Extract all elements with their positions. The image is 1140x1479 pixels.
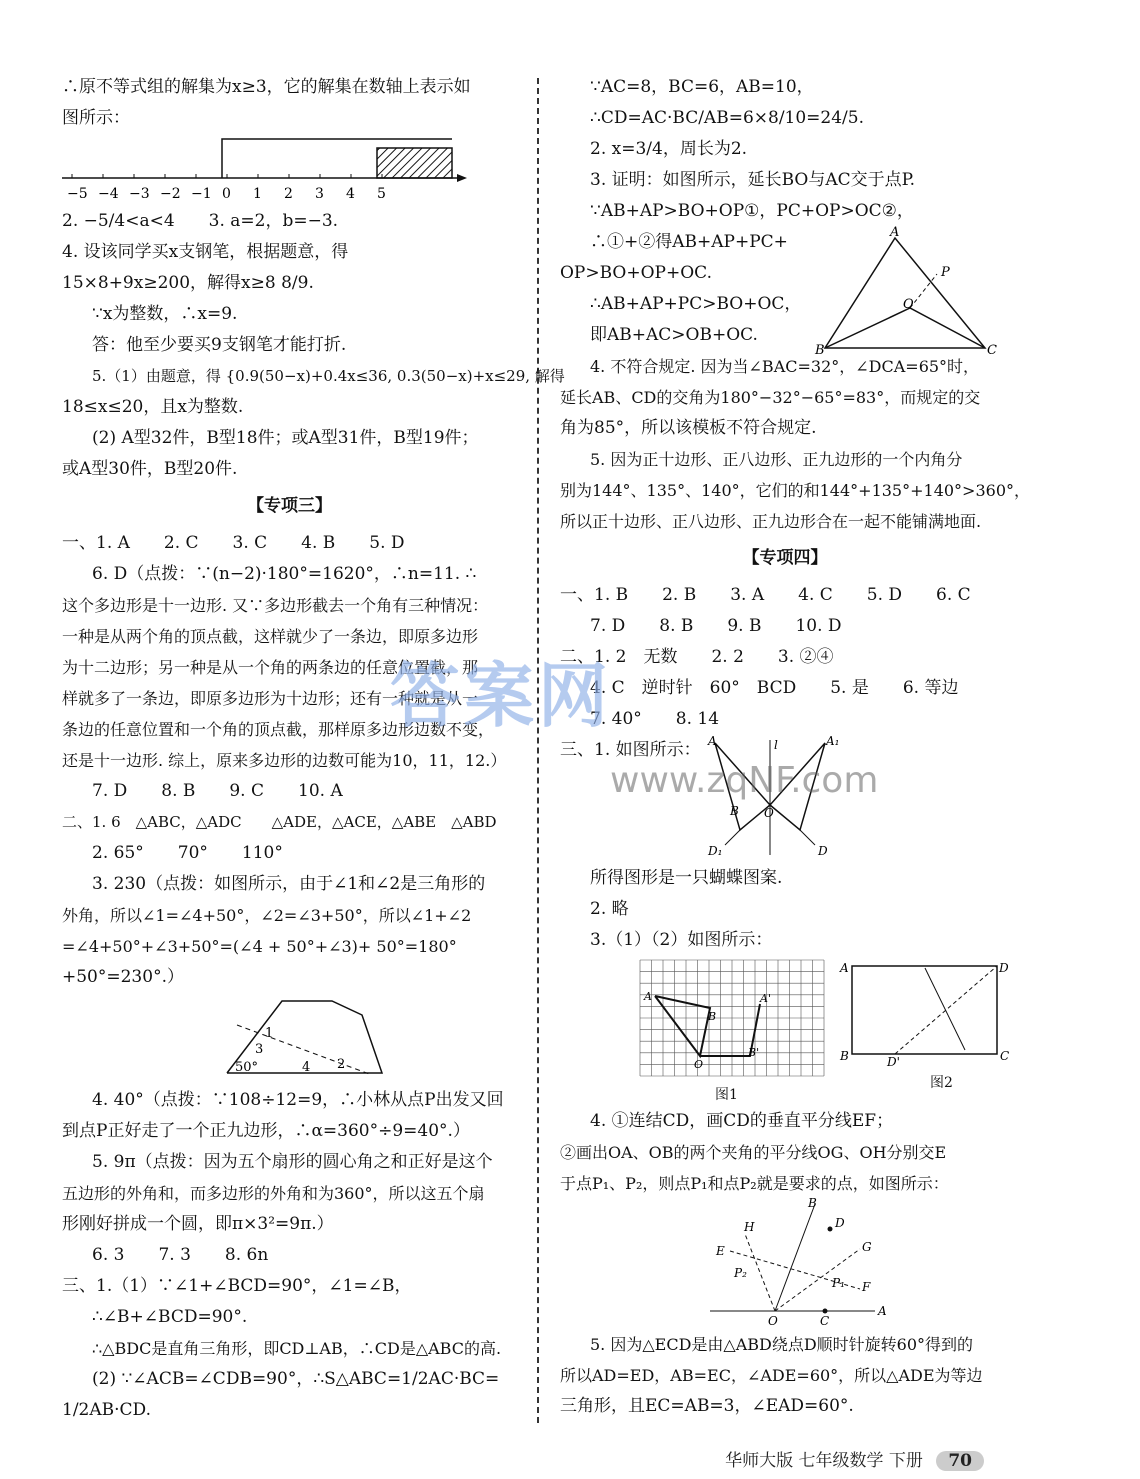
svg-text:A₁: A₁ [826,734,840,748]
text-line: 3. 证明：如图所示，延长BO与AC交于点P. [590,170,916,190]
svg-text:C: C [1000,1049,1010,1063]
text-line: 3. 230（点拨：如图所示，由于∠1和∠2是三角形的 [92,874,486,894]
svg-text:G: G [862,1240,872,1254]
text-line: 三、1. 如图所示： [560,740,701,760]
svg-text:H: H [744,1220,755,1234]
svg-text:C: C [987,343,997,358]
text-line: 5. 因为正十边形、正八边形、正九边形的一个内角分 [590,450,963,469]
text-line: 形刚好拼成一个圆，即π×3²=9π.） [62,1214,334,1234]
text-line: 为十二边形；另一种是从一个角的两条边的任意位置截，那 [62,658,479,677]
svg-text:A: A [840,961,849,975]
svg-text:B: B [708,1010,717,1023]
text-line: 4. ①连结CD，画CD的垂直平分线EF； [590,1111,894,1131]
text-line: 到点P正好走了一个正九边形，∴α=360°÷9=40°.） [62,1121,470,1141]
text-line: 条边的任意位置和一个角的顶点截，那样原多边形边数不变， [62,720,495,739]
svg-text:A: A [644,990,652,1003]
text-line: 所以正十边形、正八边形、正九边形合在一起不能铺满地面. [560,512,982,531]
text-line: 一种是从两个角的顶点截，这样就少了一条边，即原多边形 [62,627,479,646]
text-line: 所以AD=ED，AB=EC，∠ADE=60°，所以△ADE为等边 [560,1366,983,1385]
svg-text:2: 2 [337,1057,346,1072]
text-line: 于点P₁、P₂，则点P₁和点P₂就是要求的点，如图所示： [560,1174,949,1193]
text-line: 15×8+9x≥200，解得x≥8 8/9. [62,273,314,293]
watermark-url: www.zqNF.com [610,760,879,801]
text-line: 延长AB、CD的交角为180°−32°−65°=83°，而规定的交 [560,388,981,407]
text-line: 6. 3 7. 3 8. 6n [92,1245,269,1265]
text-line: 5.（1）由题意，得 {0.9(50−x)+0.4x≤36, 0.3(50−x)+x≤29, 解得 [92,367,565,385]
text-line: 样就多了一条边，即原多边形为十边形；还有一种就是从一 [62,689,479,708]
svg-text:O: O [903,297,914,312]
page-footer [725,1446,984,1471]
text-line: ∴CD=AC·BC/AB=6×8/10=24/5. [590,108,865,128]
svg-text:P₁: P₁ [832,1276,845,1290]
tick-label: −1 [191,186,212,202]
text-line: ∵x为整数，∴x=9. [92,304,238,324]
text-line: 图所示： [62,108,130,128]
number-line-figure [62,134,517,206]
svg-text:A: A [878,1304,887,1318]
figure-1-caption: 图1 [715,1087,738,1103]
tick-label: −5 [67,186,88,202]
svg-text:F: F [862,1280,871,1294]
text-line: ∵AC=8，BC=6，AB=10， [590,77,814,97]
column-divider [537,78,539,1423]
svg-text:A': A' [760,992,771,1005]
svg-text:P: P [941,265,950,280]
svg-text:A: A [890,225,900,240]
svg-text:O: O [768,1314,778,1328]
text-line: 5. 因为△ECD是由△ABD绕点D顺时针旋转60°得到的 [590,1335,974,1354]
text-line: 二、1. 2 无数 2. 2 3. ②④ [560,647,834,667]
text-line: 这个多边形是十一边形. 又∵多边形截去一个角有三种情况： [62,596,489,615]
text-line: 或A型30件，B型20件. [62,459,238,479]
text-line: 2. 略 [590,899,629,919]
text-line: 6. D（点拨：∵(n−2)·180°=1620°，∴n=11. ∴ [92,564,477,584]
text-line: 4. 设该同学买x支钢笔，根据题意，得 [62,242,349,262]
text-line: 7. D 8. B 9. B 10. D [590,616,842,636]
tick-label: −4 [98,186,119,202]
svg-text:B: B [840,1049,849,1063]
svg-text:l: l [774,738,778,752]
text-line: 三、1.（1）∵∠1+∠BCD=90°，∠1=∠B， [62,1276,412,1296]
text-line: (2) ∵∠ACB=∠CDB=90°，∴S△ABC=1/2AC·BC= [92,1369,500,1389]
grid-figures [560,956,1010,1106]
text-line: 2. −5/4<a<4 3. a=2，b=−3. [62,211,339,231]
text-line: 三角形，且EC=AB=3，∠EAD=60°. [560,1396,854,1416]
svg-text:B: B [808,1196,817,1210]
tick-label: 5 [377,186,386,202]
svg-text:50°: 50° [235,1060,259,1075]
text-line: 5. 9π（点拨：因为五个扇形的圆心角之和正好是这个 [92,1152,493,1172]
text-line: 一、1. B 2. B 3. A 4. C 5. D 6. C [560,585,971,605]
tick-label: 3 [315,186,324,202]
text-line: +50°=230°.） [62,967,184,987]
triangle-proof-figure [815,226,995,356]
text-line: ∵AB+AP>BO+OP①，PC+OP>OC②， [590,201,914,221]
tick-label: −2 [160,186,181,202]
svg-text:O: O [694,1058,704,1071]
svg-text:D₁: D₁ [708,844,723,858]
text-line: 答：他至少要买9支钢笔才能打折. [92,335,347,355]
angle-bisector-figure [690,1196,1140,1329]
text-line: 2. x=3/4，周长为2. [590,139,748,159]
text-line: 别为144°、135°、140°，它们的和144°+135°+140°>360°， [560,481,1030,500]
text-line: ∴∠B+∠BCD=90°. [92,1307,248,1327]
watermark-brand: 答案网 [390,655,612,737]
tick-label: 2 [284,186,293,202]
svg-text:3: 3 [255,1042,264,1057]
text-line: 二、1. 6 △ABC，△ADC △ADE，△ACE，△ABE △ABD [62,813,497,831]
svg-text:D': D' [887,1055,900,1069]
text-line: 4. 不符合规定. 因为当∠BAC=32°，∠DCA=65°时， [590,357,980,376]
text-line: 7. 40° 8. 14 [590,709,720,729]
text-line: 4. C 逆时针 60° BCD 5. 是 6. 等边 [590,678,959,698]
figure-2-caption: 图2 [930,1075,953,1091]
grid-figure-1 [630,956,830,1084]
text-line: 4. 40°（点拨：∵108÷12=9，∴小林从点P出发又回 [92,1090,504,1110]
text-line: 1/2AB·CD. [62,1400,151,1420]
svg-text:B': B' [748,1046,760,1059]
text-line: OP>BO+OP+OC. [560,263,712,283]
svg-text:1: 1 [265,1026,274,1041]
text-line: 外角，所以∠1=∠4+50°，∠2=∠3+50°，所以∠1+∠2 [62,906,472,925]
pentagon-angle-figure [62,993,517,1085]
svg-text:D: D [835,1216,845,1230]
text-line: 五边形的外角和，而多边形的外角和为360°，所以这五个扇 [62,1184,485,1203]
svg-text:P₂: P₂ [734,1266,747,1280]
text-line: ∴①+②得AB+AP+PC+ [590,232,788,252]
text-line: 2. 65° 70° 110° [92,843,283,863]
tick-label: 1 [253,186,262,202]
left-column [62,72,565,1426]
tick-label: 4 [346,186,355,202]
text-line: ∴AB+AP+PC>BO+OC， [590,294,802,314]
page-number: 70 [936,1451,984,1471]
right-column [560,72,1030,1422]
svg-text:D: D [818,844,828,858]
text-line: ∴原不等式组的解集为x≥3，它的解集在数轴上表示如 [62,77,471,97]
text-line: ②画出OA、OB的两个夹角的平分线OG、OH分别交E [560,1143,947,1162]
text-line: 角为85°，所以该模板不符合规定. [560,418,817,438]
text-line: 3.（1）（2）如图所示： [590,930,773,950]
svg-text:E: E [716,1244,725,1258]
text-line: 18≤x≤20，且x为整数. [62,397,244,417]
text-line: 7. D 8. B 9. C 10. A [92,781,343,801]
svg-text:B: B [730,804,739,818]
tick-label: −3 [129,186,150,202]
svg-text:A: A [708,734,717,748]
rectangle-figure-2 [840,958,1010,1068]
tick-label: 0 [222,186,231,202]
section-heading: 【专项四】 [742,548,828,568]
book-title: 华师大版 七年级数学 下册 [725,1451,923,1471]
text-line: 所得图形是一只蝴蝶图案. [590,868,783,888]
text-line: ∴△BDC是直角三角形，即CD⊥AB，∴CD是△ABC的高. [92,1339,502,1358]
svg-text:B: B [815,343,825,358]
text-line: =∠4+50°+∠3+50°=(∠4 + 50°+∠3)+ 50°=180° [62,937,457,956]
svg-text:4: 4 [302,1060,311,1075]
svg-text:D: D [999,961,1009,975]
svg-text:O: O [764,806,774,820]
svg-text:C: C [820,1314,830,1328]
text-line: 即AB+AC>OB+OC. [590,325,758,345]
text-line: (2) A型32件，B型18件；或A型31件，B型19件； [92,428,479,448]
section-heading: 【专项三】 [247,496,332,516]
text-line: 一、1. A 2. C 3. C 4. B 5. D [62,533,405,553]
text-line: 还是十一边形. 综上，原来多边形的边数可能为10，11，12.） [62,751,507,770]
